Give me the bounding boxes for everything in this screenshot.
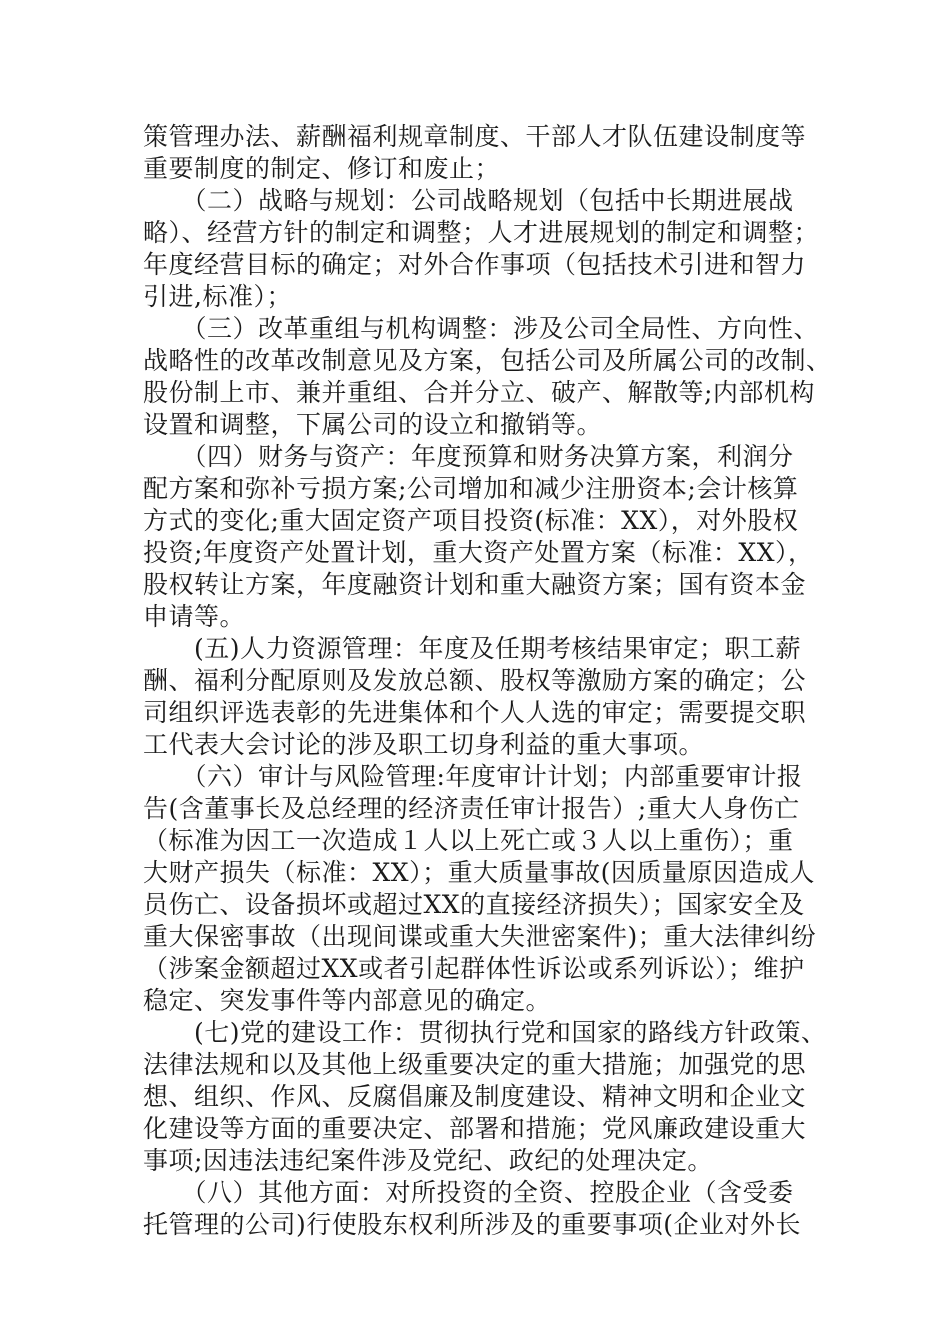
text-line: 酬、福利分配原则及发放总额、股权等激励方案的确定；公 — [143, 666, 807, 695]
text-line: 投资;年度资产处置计划，重大资产处置方案（标准：XX）， — [143, 538, 814, 567]
text-line: 重大保密事故（出现间谍或重大失泄密案件)；重大法律纠纷 — [143, 922, 817, 951]
text-line: （涉案金额超过XX或者引起群体性诉讼或系列诉讼）；维护 — [143, 954, 805, 983]
text-line: 策管理办法、薪酬福利规章制度、干部人才队伍建设制度等 — [143, 122, 807, 151]
text-line: 大财产损失（标准：XX）；重大质量事故(因质量原因造成人 — [143, 858, 815, 887]
text-line: （标准为因工一次造成１人以上死亡或３人以上重伤）；重 — [143, 826, 794, 855]
text-line: 战略性的改革改制意见及方案，包括公司及所属公司的改制、 — [143, 346, 832, 375]
text-line: （六）审计与风险管理:年度审计计划；内部重要审计报 — [143, 762, 803, 791]
document-body — [143, 121, 843, 1241]
text-line: 托管理的公司)行使股东权利所涉及的重要事项(企业对外长 — [143, 1210, 802, 1239]
text-line: 法律法规和以及其他上级重要决定的重大措施；加强党的思 — [143, 1050, 807, 1079]
text-line: 化建设等方面的重要决定、部署和措施；党风廉政建设重大 — [143, 1114, 807, 1143]
text-line: 股权转让方案，年度融资计划和重大融资方案；国有资本金 — [143, 570, 807, 599]
text-line: 员伤亡、设备损坏或超过XX的直接经济损失）；国家安全及 — [143, 890, 805, 919]
text-line: 申请等。 — [143, 602, 246, 631]
text-line: 股份制上市、兼并重组、合并分立、破产、解散等;内部机构 — [143, 378, 815, 407]
text-line: 略）、经营方针的制定和调整；人才进展规划的制定和调整； — [143, 218, 820, 247]
text-line: 稳定、突发事件等内部意见的确定。 — [143, 986, 552, 1015]
text-line: 工代表大会讨论的涉及职工切身利益的重大事项。 — [143, 730, 705, 759]
text-line: 设置和调整，下属公司的设立和撤销等。 — [143, 410, 603, 439]
text-line: （四）财务与资产：年度预算和财务决算方案，利润分 — [143, 442, 794, 471]
text-line: 配方案和弥补亏损方案;公司增加和减少注册资本;会计核算 — [143, 474, 799, 503]
text-line: 告(含董事长及总经理的经济责任审计报告）;重大人身伤亡 — [143, 794, 800, 823]
text-line: （八）其他方面：对所投资的全资、控股企业（含受委 — [143, 1178, 794, 1207]
text-line: (七)党的建设工作：贯彻执行党和国家的路线方针政策、 — [143, 1018, 827, 1047]
text-line: 重要制度的制定、修订和废止； — [143, 154, 501, 183]
text-line: 想、组织、作风、反腐倡廉及制度建设、精神文明和企业文 — [143, 1082, 807, 1111]
text-line: 事项;因违法违纪案件涉及党纪、政纪的处理决定。 — [143, 1146, 713, 1175]
text-line: 方式的变化;重大固定资产项目投资(标准：XX），对外股权 — [143, 506, 799, 535]
text-line: （二）战略与规划：公司战略规划（包括中长期进展战 — [143, 186, 794, 215]
text-line: (五)人力资源管理：年度及任期考核结果审定；职工薪 — [143, 634, 802, 663]
text-line: 司组织评选表彰的先进集体和个人人选的审定；需要提交职 — [143, 698, 807, 727]
text-line: （三）改革重组与机构调整：涉及公司全局性、方向性、 — [143, 314, 820, 343]
text-line: 年度经营目标的确定；对外合作事项（包括技术引进和智力 — [143, 250, 807, 279]
text-line: 引进,标准）； — [143, 282, 292, 311]
